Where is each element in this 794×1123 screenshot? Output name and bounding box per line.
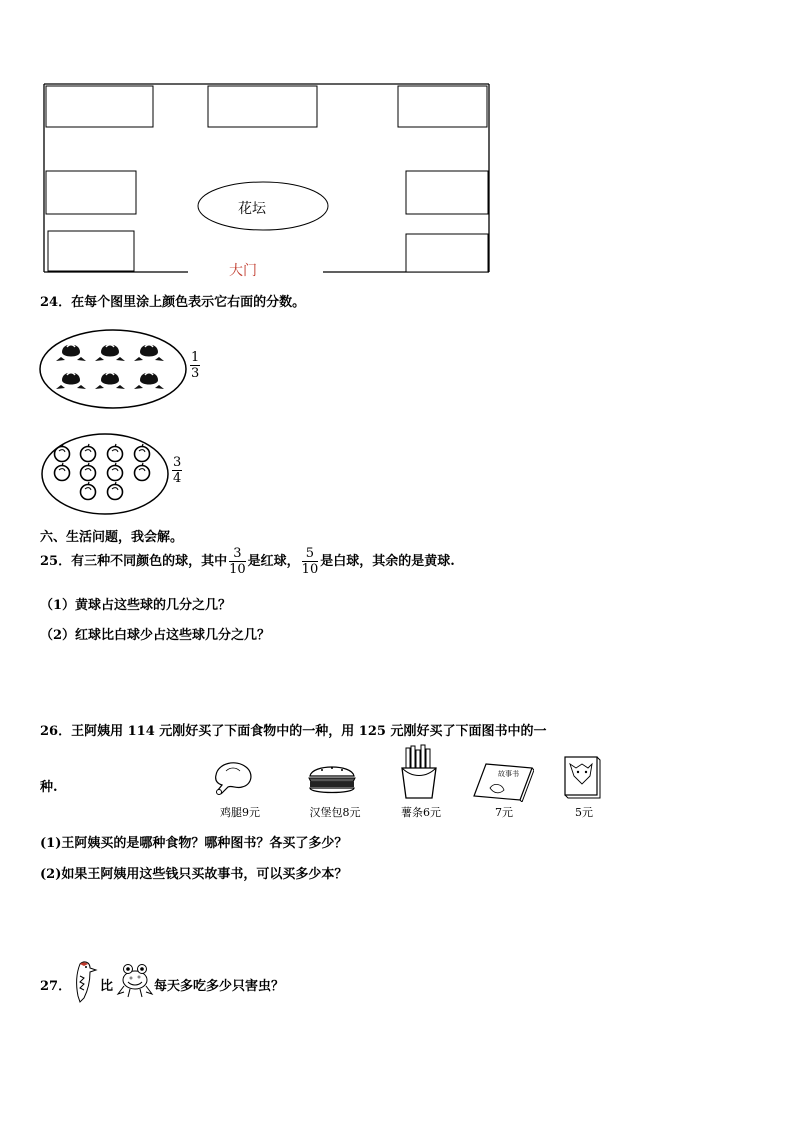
fraction-white: $\frac{5}{10}$	[301, 546, 319, 577]
question-25-sub2: （2）红球比白球少占这些球几分之几？	[40, 628, 271, 643]
compare-word: 比	[100, 979, 114, 994]
flowerbed-label: 花坛	[238, 201, 266, 217]
question-25-sub1: （1）黄球占这些球的几分之几？	[40, 598, 232, 613]
woodpecker-icon	[70, 958, 98, 1004]
building-top-center	[208, 86, 317, 127]
item-label-fries: 薯条6元	[401, 806, 441, 819]
question-24	[40, 291, 305, 310]
park-map-diagram	[40, 80, 495, 280]
peach-group-diagram	[38, 328, 188, 410]
fraction-red: $\frac{3}{10}$	[229, 546, 246, 577]
building-top-right	[398, 86, 487, 127]
question-25: 25．有三种不同颜色的球，其中 $\frac{3}{10}$ 是红球， $\frac{5}{10}$ 是白球，其余的是黄球.	[40, 546, 455, 577]
storybook-icon	[472, 762, 534, 802]
building-bottom-left	[48, 231, 134, 271]
question-26-sub1: (1)王阿姨买的是哪种食物？哪种图书？各买了多少？	[40, 836, 348, 851]
item-label-picture-book: 5元	[575, 806, 593, 819]
drumstick-icon	[210, 755, 265, 797]
question-27-text: 每天多吃多少只害虫？	[154, 979, 285, 994]
fries-icon	[398, 744, 440, 800]
item-label-storybook: 7元	[495, 806, 513, 819]
burger-icon	[306, 760, 358, 798]
question-text: 在每个图里涂上颜色表示它右面的分数。	[71, 295, 306, 310]
question-number: 24．	[40, 295, 72, 310]
building-mid-right	[406, 171, 488, 214]
fraction-one-third: $\frac{1}{3}$	[191, 350, 200, 381]
item-label-drumstick: 鸡腿9元	[220, 806, 260, 819]
question-26-line2: 种.	[40, 780, 58, 795]
question-26-sub2: (2)如果王阿姨用这些钱只买故事书，可以买多少本？	[40, 867, 348, 882]
picture-book-icon	[562, 754, 602, 800]
fraction-three-quarters: $\frac{3}{4}$	[173, 455, 182, 486]
apple-group-diagram	[40, 432, 170, 516]
building-bottom-right	[406, 234, 488, 272]
building-mid-left	[46, 171, 136, 214]
section-six-title: 六、生活问题，我会解。	[40, 530, 184, 545]
item-label-burger: 汉堡包8元	[309, 806, 361, 819]
question-27-number: 27．	[40, 979, 72, 994]
frog-icon	[116, 960, 154, 998]
storybook-title: 故事书	[498, 770, 519, 778]
building-top-left	[46, 86, 153, 127]
gate-label: 大门	[229, 263, 257, 279]
question-26: 26．王阿姨用 114 元刚好买了下面食物中的一种，用 125 元刚好买了下面图书中的一	[40, 724, 547, 739]
